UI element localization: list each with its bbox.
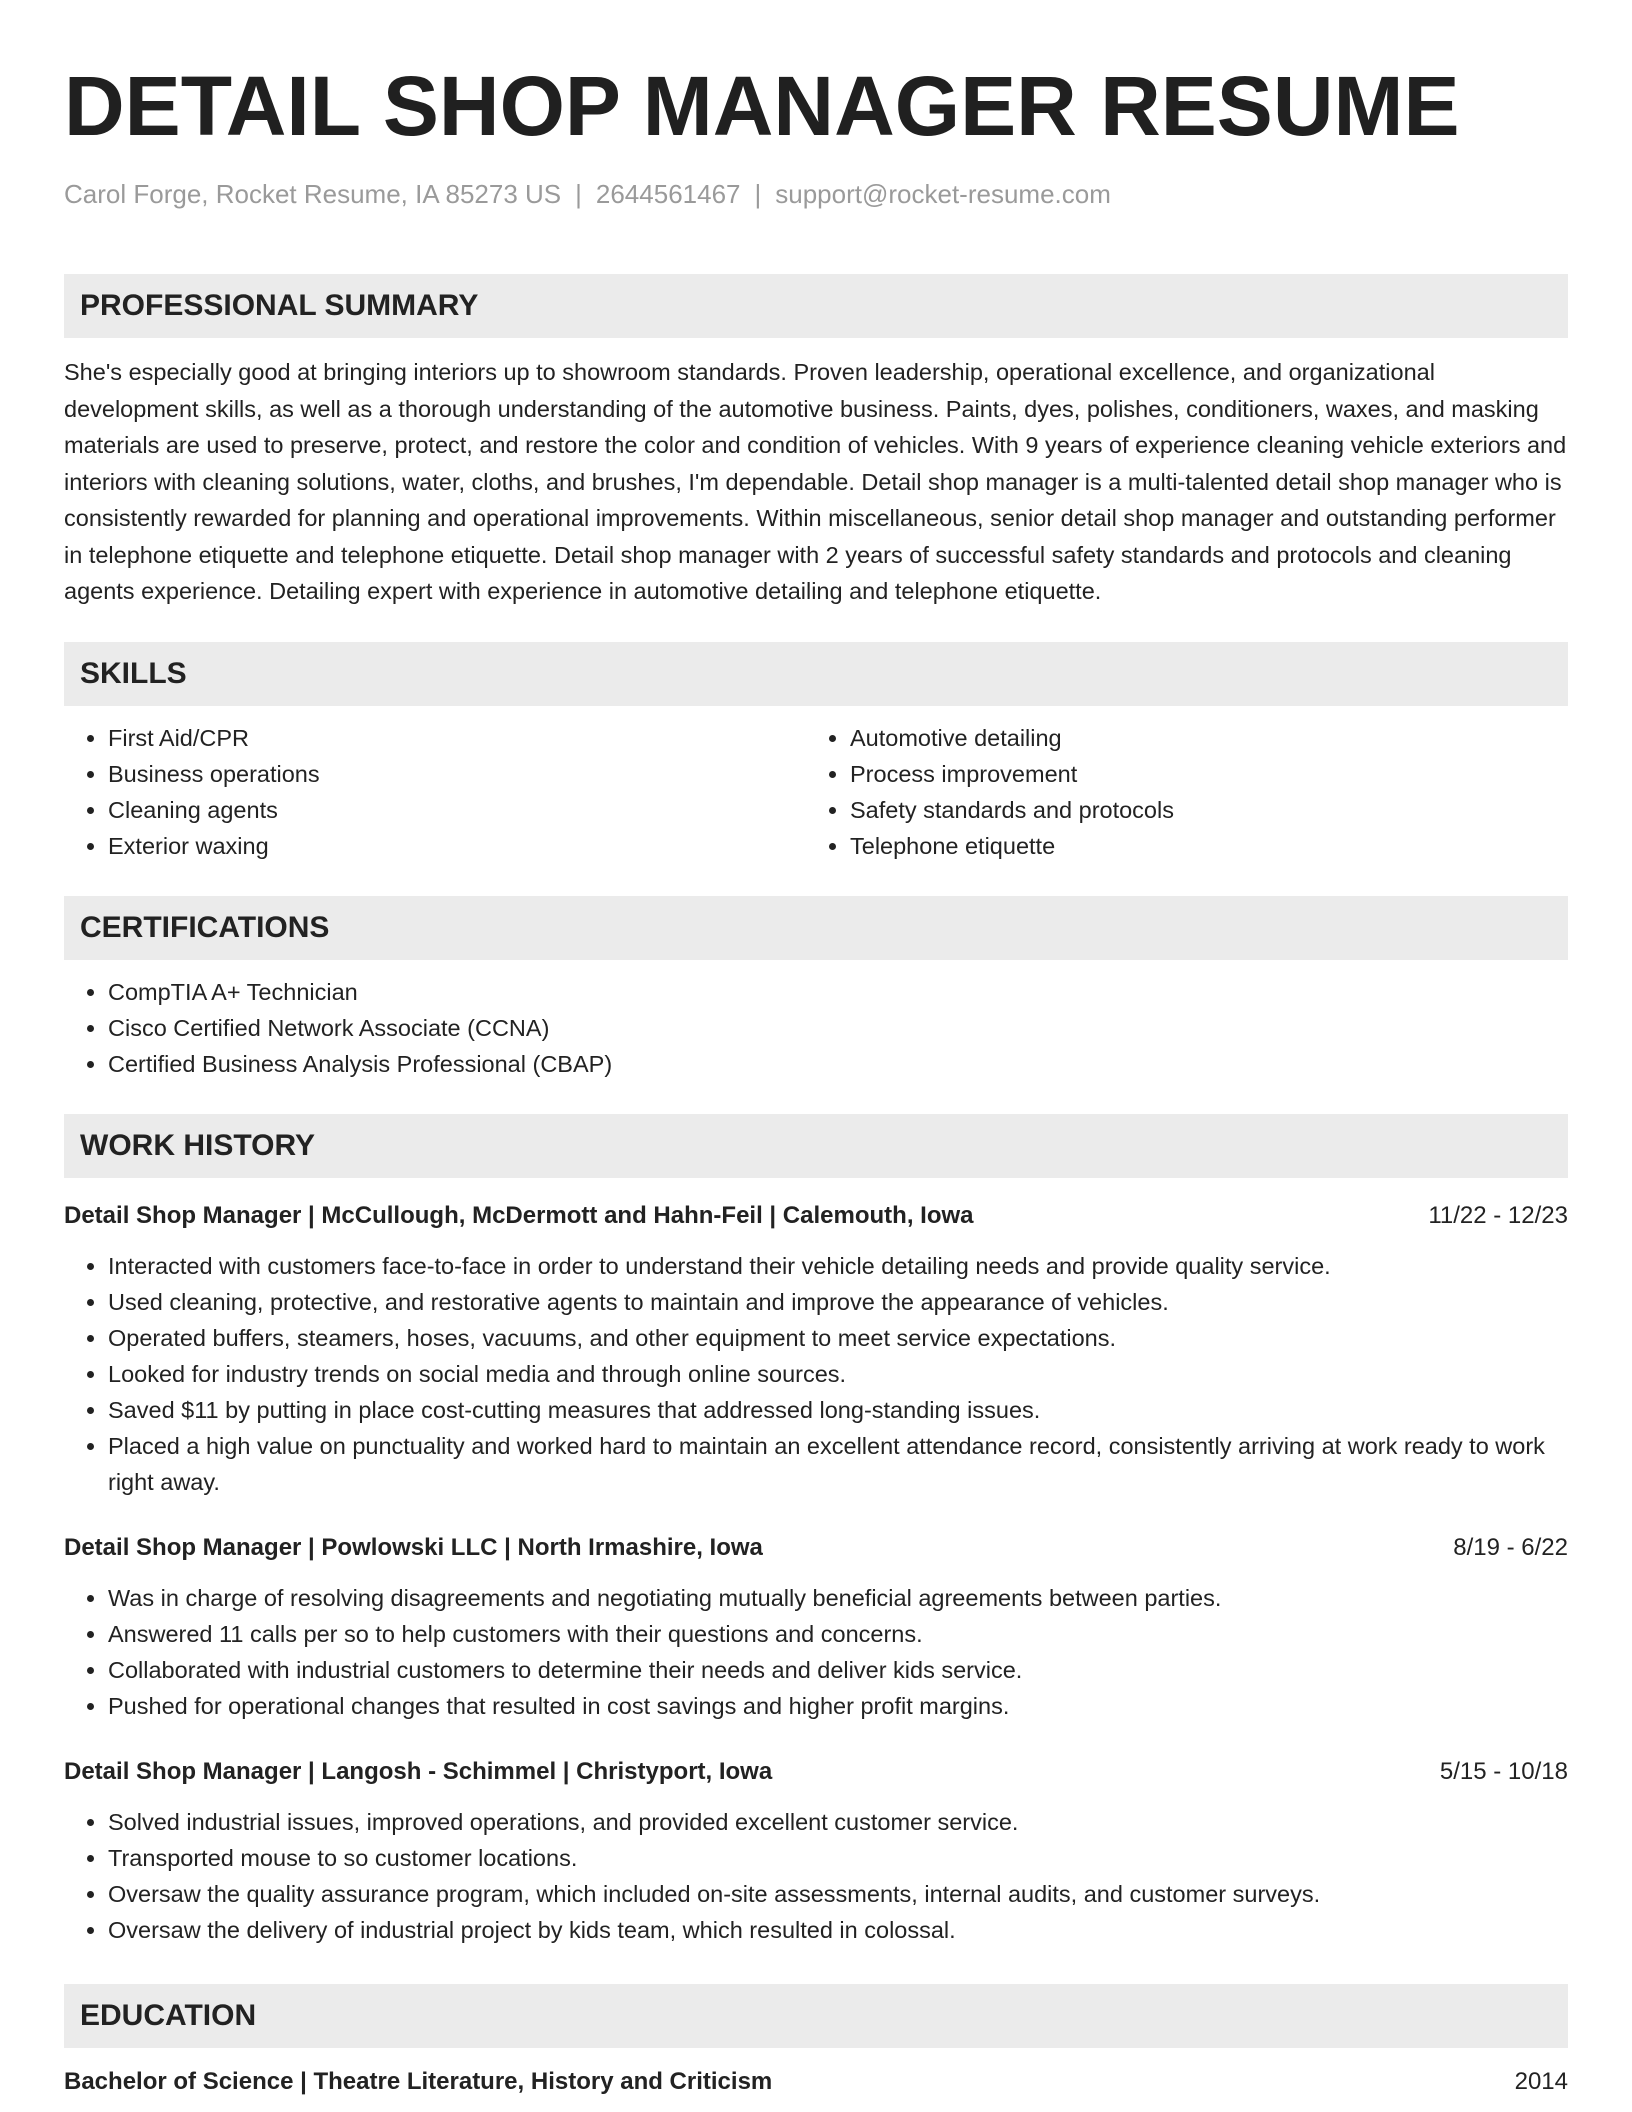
certifications-section xyxy=(64,896,1568,1082)
job-bullet: • Collaborated with industrial customers to determine their needs and deliver kids service. xyxy=(108,1652,1568,1688)
certification-item: • CompTIA A+ Technician xyxy=(108,974,1568,1010)
education-heading: EDUCATION xyxy=(64,1984,1568,2048)
job-entry xyxy=(64,1200,1568,1500)
job-bullet: • Used cleaning, protective, and restorative agents to maintain and improve the appearance of vehicles. xyxy=(108,1284,1568,1320)
contact-separator: | xyxy=(754,179,762,209)
job-entry xyxy=(64,1532,1568,1724)
job-bullet: • Operated buffers, steamers, hoses, vacuums, and other equipment to meet service expectations. xyxy=(108,1320,1568,1356)
skills-grid xyxy=(64,706,1568,864)
certification-item: • Certified Business Analysis Professional (CBAP) xyxy=(108,1046,1568,1082)
job-header xyxy=(64,1200,1568,1232)
contact-phone: 2644561467 xyxy=(595,179,741,209)
job-bullet: • Was in charge of resolving disagreements and negotiating mutually beneficial agreements between parties. xyxy=(108,1580,1568,1616)
job-bullet: • Oversaw the quality assurance program, which included on-site assessments, internal audits, and customer surveys. xyxy=(108,1876,1568,1912)
resume-title: DETAIL SHOP MANAGER RESUME xyxy=(64,59,1460,153)
skill-item: • Business operations xyxy=(108,756,806,792)
summary-heading: PROFESSIONAL SUMMARY xyxy=(64,274,1568,338)
resume-page xyxy=(64,0,1568,2112)
job-header xyxy=(64,1756,1568,1788)
skill-item: • Cleaning agents xyxy=(108,792,806,828)
skill-item: • Telephone etiquette xyxy=(850,828,1548,864)
summary-text: She's especially good at bringing interiors up to showroom standards. Proven leadership, operational excellence, and organizational development skills, as well as a thorough understanding of the automotive business. Paints, dyes, polishes, conditioners, waxes, and masking materials are used to preserve, protect, and restore the color and condition of vehicles. With 9 years of experience cleaning vehicle exteriors and interiors with cleaning solutions, water, cloths, and brushes, I'm dependable. Detail shop manager is a multi-talented detail shop manager who is consistently rewarded for planning and operational improvements. Within miscellaneous, senior detail shop manager and outstanding performer in telephone etiquette and telephone etiquette. Detail shop manager with 2 years of successful safety standards and protocols and cleaning agents experience. Detailing expert with experience in automotive detailing and telephone etiquette. xyxy=(64,359,1567,604)
job-bullet: • Saved $11 by putting in place cost-cutting measures that addressed long-standing issues. xyxy=(108,1392,1568,1428)
job-header xyxy=(64,1532,1568,1564)
job-bullet: • Answered 11 calls per so to help customers with their questions and concerns. xyxy=(108,1616,1568,1652)
job-bullet: • Placed a high value on punctuality and worked hard to maintain an excellent attendance record, consistently arriving at work ready to work right away. xyxy=(108,1428,1568,1500)
job-dates: 11/22 - 12/23 xyxy=(1428,1201,1568,1229)
skills-list-left xyxy=(64,720,806,864)
job-bullet: • Pushed for operational changes that resulted in cost savings and higher profit margins. xyxy=(108,1688,1568,1724)
work-history-heading: WORK HISTORY xyxy=(64,1114,1568,1178)
job-dates: 5/15 - 10/18 xyxy=(1439,1757,1568,1785)
contact-line xyxy=(64,178,1568,210)
job-bullet: • Oversaw the delivery of industrial project by kids team, which resulted in colossal. xyxy=(108,1912,1568,1948)
contact-address: Carol Forge, Rocket Resume, IA 85273 US xyxy=(64,179,562,209)
job-title: Detail Shop Manager | Langosh - Schimmel | Christyport, Iowa xyxy=(64,1757,773,1785)
job-bullets xyxy=(64,1248,1568,1500)
job-bullet: • Transported mouse to so customer locations. xyxy=(108,1840,1568,1876)
skill-item: • Exterior waxing xyxy=(108,828,806,864)
skill-item: • Process improvement xyxy=(850,756,1548,792)
job-bullets xyxy=(64,1804,1568,1948)
education-entry xyxy=(64,2066,1568,2098)
job-bullet: • Solved industrial issues, improved operations, and provided excellent customer service. xyxy=(108,1804,1568,1840)
job-entry xyxy=(64,1756,1568,1948)
contact-separator: | xyxy=(575,179,582,209)
skill-item: • First Aid/CPR xyxy=(108,720,806,756)
skills-list-right xyxy=(806,720,1548,864)
skill-item: • Safety standards and protocols xyxy=(850,792,1548,828)
skill-item: • Automotive detailing xyxy=(850,720,1548,756)
certifications-heading: CERTIFICATIONS xyxy=(64,896,1568,960)
skills-section xyxy=(64,642,1568,864)
job-dates: 8/19 - 6/22 xyxy=(1453,1533,1568,1561)
job-title: Detail Shop Manager | McCullough, McDermott and Hahn-Feil | Calemouth, Iowa xyxy=(64,1201,974,1229)
certification-item: • Cisco Certified Network Associate (CCNA) xyxy=(108,1010,1568,1046)
job-bullet: • Looked for industry trends on social media and through online sources. xyxy=(108,1356,1568,1392)
contact-email: support@rocket-resume.com xyxy=(775,179,1111,209)
job-title: Detail Shop Manager | Powlowski LLC | North Irmashire, Iowa xyxy=(64,1533,763,1561)
work-history-section xyxy=(64,1114,1568,1948)
job-bullets xyxy=(64,1580,1568,1724)
education-year: 2014 xyxy=(1514,2067,1568,2095)
job-bullet: • Interacted with customers face-to-face in order to understand their vehicle detailing needs and provide quality service. xyxy=(108,1248,1568,1284)
skills-heading: SKILLS xyxy=(64,642,1568,706)
certifications-list xyxy=(64,974,1568,1082)
education-degree: Bachelor of Science | Theatre Literature, History and Criticism xyxy=(64,2067,773,2095)
